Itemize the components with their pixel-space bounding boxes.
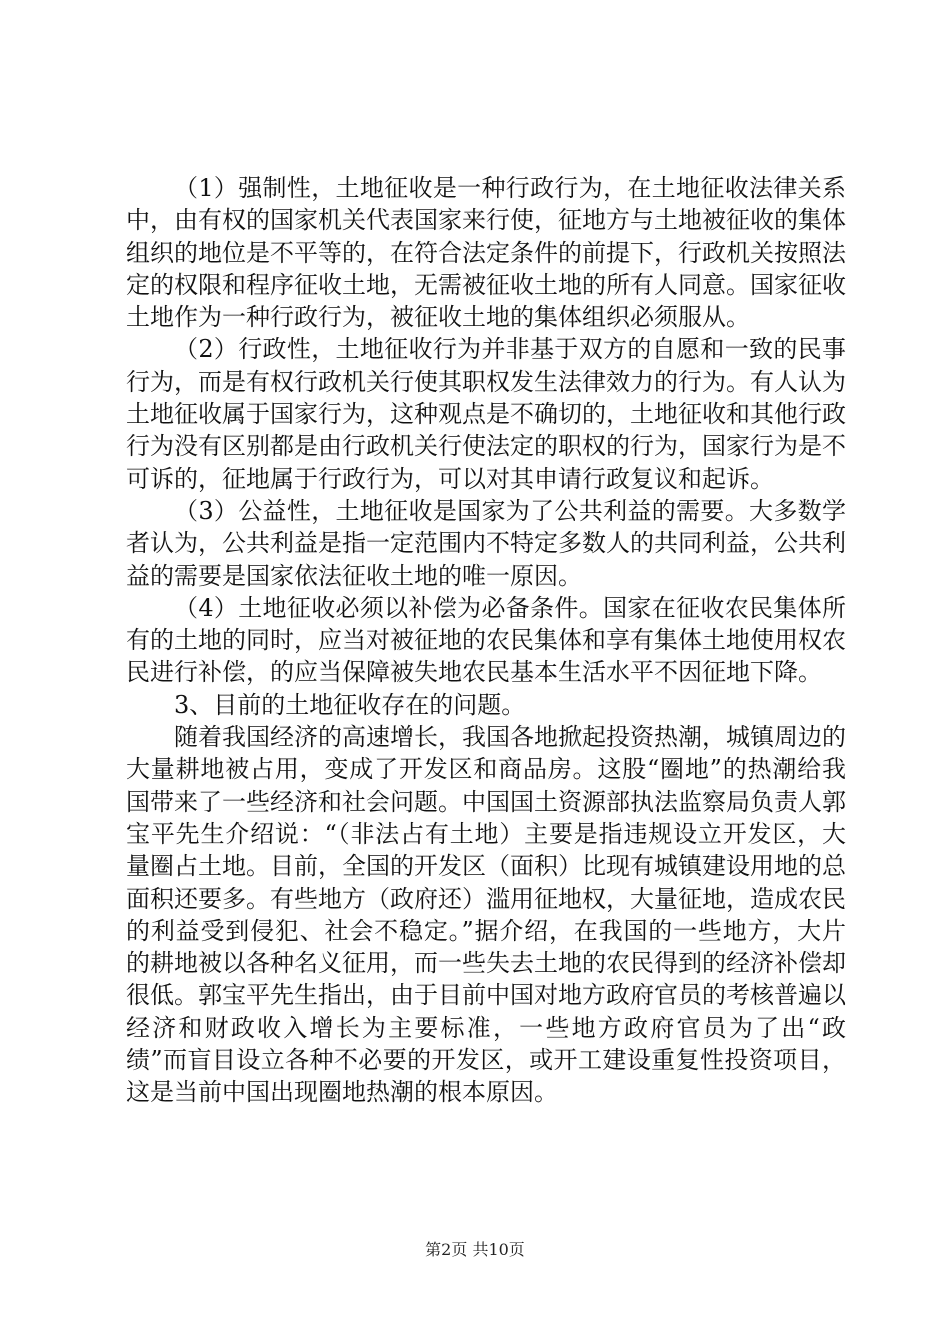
section-heading-problems: 3、目前的土地征收存在的问题。 [174,690,526,719]
paragraph-compensation: （4）土地征收必须以补偿为必备条件。国家在征收农民集体所有的土地的同时，应当对被征地的农民集体和享有集体土地使用权农民进行补偿，的应当保障被失地农民基本生活水平不因征地下降。 [126,593,846,687]
document-body [126,172,846,1109]
page-number-footer: 第2页 共10页 [425,1240,525,1259]
paragraph-public-interest: （3）公益性，土地征收是国家为了公共利益的需要。大多数学者认为，公共利益是指一定范围内不特定多数人的共同利益，公共利益的需要是国家依法征收土地的唯一原因。 [126,496,846,590]
paragraph-coercive: （1）强制性，土地征收是一种行政行为，在土地征收法律关系中，由有权的国家机关代表国家来行使，征地方与土地被征收的集体组织的地位是不平等的，在符合法定条件的前提下，行政机关按照法定的权限和程序征收土地，无需被征收土地的所有人同意。国家征收土地作为一种行政行为，被征收土地的集体组织必须服从。 [126,174,846,332]
paragraph-land-grab: 随着我国经济的高速增长，我国各地掀起投资热潮，城镇周边的大量耕地被占用，变成了开发区和商品房。这股“圈地”的热潮给我国带来了一些经济和社会问题。中国国土资源部执法监察局负责人郭宝平先生介绍说：“（非法占有土地）主要是指违规设立开发区，大量圈占土地。目前，全国的开发区（面积）比现有城镇建设用地的总面积还要多。有些地方（政府还）滥用征地权，大量征地，造成农民的利益受到侵犯、社会不稳定。”据介绍，在我国的一些地方，大片的耕地被以各种名义征用，而一些失去土地的农民得到的经济补偿却很低。郭宝平先生指出，由于目前中国对地方政府官员的考核普遍以经济和财政收入增长为主要标准，一些地方政府官员为了出“政绩”而盲目设立各种不必要的开发区，或开工建设重复性投资项目，这是当前中国出现圈地热潮的根本原因。 [126,723,846,1107]
paragraph-administrative: （2）行政性，土地征收行为并非基于双方的自愿和一致的民事行为，而是有权行政机关行使其职权发生法律效力的行为。有人认为土地征收属于国家行为，这种观点是不确切的，土地征收和其他行政行为没有区别都是由行政机关行使法定的职权的行为，国家行为是不可诉的，征地属于行政行为，可以对其申请行政复议和起诉。 [126,335,846,493]
